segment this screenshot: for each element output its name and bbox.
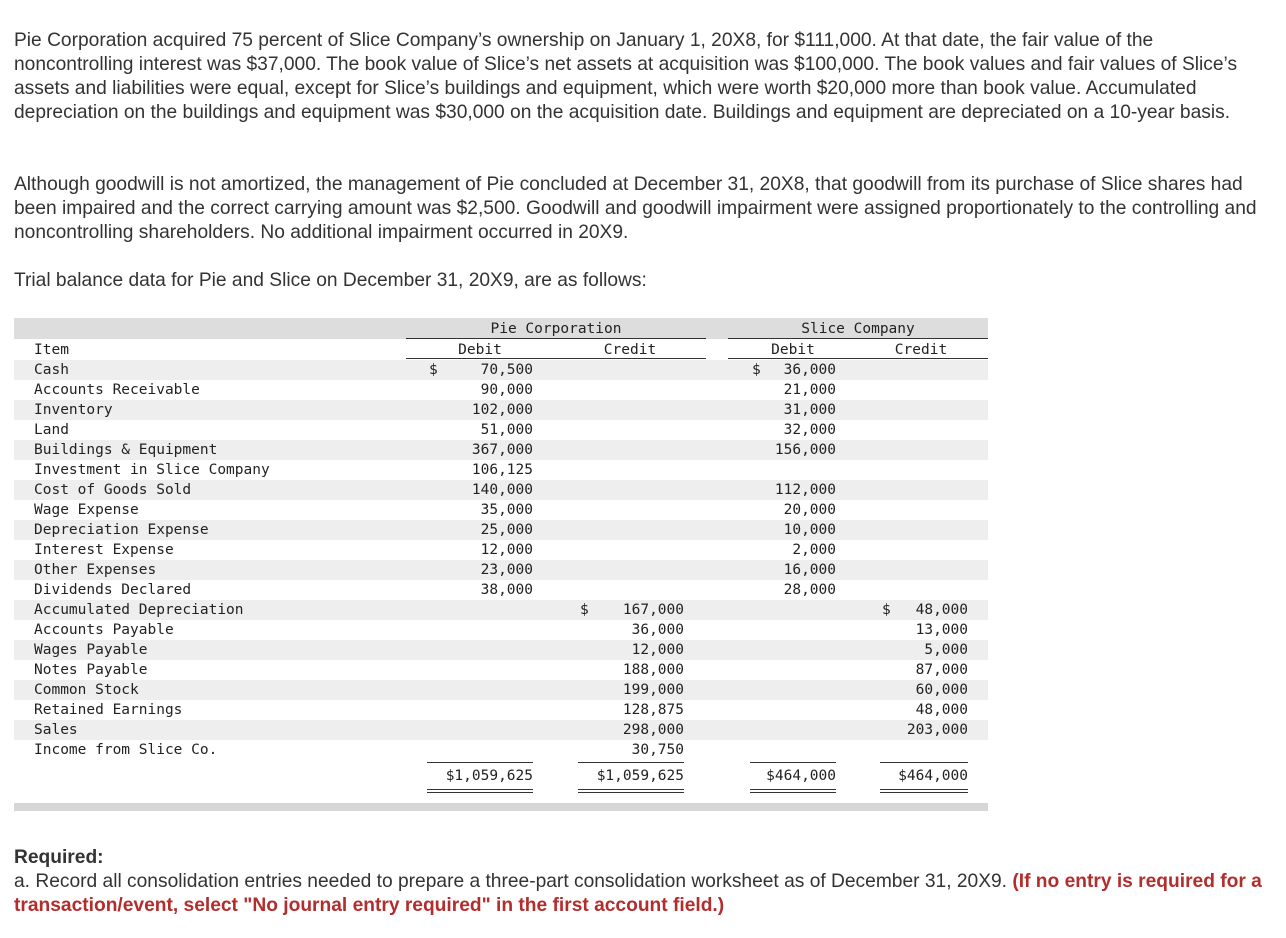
slice-debit-header: Debit (771, 342, 815, 358)
row-pie-debit-amount (427, 600, 533, 620)
intro-paragraph-1: Pie Corporation acquired 75 percent of Slice Company’s ownership on January 1, 20X8, for $111,000. At that date, the fair value of the noncontrolling interest was $37,000. The book value of Slice’s net assets at acquisition was $100,000. The book values and fair values of Slice’s assets and liabilities were equal, except for Slice’s buildings and equipment, which were worth $20,000 more than book value. Accumulated depreciation on the buildings and equipment was $30,000 on the acquisition date. Buildings and equipment are depreciated on a 10-year basis. (14, 30, 1238, 123)
row-slice-credit-amount: 5,000 (924, 642, 968, 658)
row-slice-debit-amount (750, 640, 836, 660)
row-item-label: Buildings & Equipment (34, 442, 218, 458)
row-slice-debit-amount: 2,000 (792, 542, 836, 558)
row-pie-credit-amount (578, 460, 684, 480)
row-pie-credit-amount (578, 520, 684, 540)
slice-company-header: Slice Company (801, 321, 915, 337)
row-slice-credit-amount: 48,000 (915, 602, 968, 618)
row-pie-credit-amount (578, 420, 684, 440)
row-pie-debit-amount (427, 620, 533, 640)
row-pie-credit-amount: 36,000 (631, 622, 684, 638)
row-item-label: Notes Payable (34, 662, 148, 678)
row-item-label: Investment in Slice Company (34, 462, 270, 478)
dollar-sign: $ (580, 602, 589, 618)
row-slice-credit-amount: 48,000 (915, 702, 968, 718)
row-item-label: Cost of Goods Sold (34, 482, 192, 498)
row-item-label: Interest Expense (34, 542, 174, 558)
row-item-label: Inventory (34, 402, 113, 418)
row-pie-debit-amount: 90,000 (480, 382, 533, 398)
intro-paragraph-3: Trial balance data for Pie and Slice on December 31, 20X9, are as follows: (14, 270, 647, 291)
row-slice-credit-amount: 13,000 (915, 622, 968, 638)
row-item-label: Accounts Payable (34, 622, 174, 638)
row-pie-debit-amount (427, 700, 533, 720)
pie-debit-double-rule (427, 789, 533, 793)
pie-credit-total-rule (578, 762, 684, 763)
row-slice-credit-amount (880, 560, 968, 580)
row-pie-debit-amount: 106,125 (471, 462, 533, 478)
row-pie-debit-amount: 25,000 (480, 522, 533, 538)
row-item-label: Other Expenses (34, 562, 157, 578)
row-item-label: Dividends Declared (34, 582, 192, 598)
item-column-header: Item (34, 342, 69, 358)
dollar-sign: $ (429, 362, 438, 378)
slice-subheader-underline (728, 358, 988, 359)
required-instruction (14, 870, 1266, 918)
row-item-label: Sales (34, 722, 78, 738)
row-slice-debit-amount (750, 700, 836, 720)
table-bottom-band (14, 803, 988, 811)
slice-credit-total-rule (880, 762, 968, 763)
intro-paragraph-2: Although goodwill is not amortized, the management of Pie concluded at December 31, 20X8, that goodwill from its purchase of Slice shares had been impaired and the correct carrying amount was $2,500. Goodwill and goodwill impairment were assigned proportionately to the controlling and noncontrolling shareholders. No additional impairment occurred in 20X9. (14, 174, 1257, 243)
row-slice-debit-amount: 31,000 (783, 402, 836, 418)
row-pie-debit-amount: 35,000 (480, 502, 533, 518)
slice-debit-total: $464,000 (766, 768, 836, 784)
row-item-label: Common Stock (34, 682, 139, 698)
row-slice-credit-amount: 203,000 (906, 722, 968, 738)
row-pie-credit-amount (578, 360, 684, 380)
row-pie-credit-amount (578, 480, 684, 500)
row-pie-debit-amount (427, 740, 533, 760)
row-slice-debit-amount (750, 460, 836, 480)
row-slice-credit-amount (880, 500, 968, 520)
row-item-label: Land (34, 422, 69, 438)
row-pie-debit-amount: 51,000 (480, 422, 533, 438)
row-pie-debit-amount: 12,000 (480, 542, 533, 558)
row-pie-credit-amount (578, 400, 684, 420)
row-pie-debit-amount (427, 720, 533, 740)
required-section (14, 846, 1266, 918)
row-slice-credit-amount: 87,000 (915, 662, 968, 678)
row-item-label: Retained Earnings (34, 702, 183, 718)
row-slice-credit-amount (880, 580, 968, 600)
row-slice-debit-amount: 112,000 (774, 482, 836, 498)
row-slice-debit-amount (750, 600, 836, 620)
row-slice-credit-amount (880, 400, 968, 420)
pie-corporation-header: Pie Corporation (490, 321, 622, 337)
row-slice-credit-amount (880, 520, 968, 540)
row-slice-debit-amount (750, 720, 836, 740)
row-pie-credit-amount: 30,750 (631, 742, 684, 758)
row-pie-credit-amount: 167,000 (622, 602, 684, 618)
dollar-sign: $ (882, 602, 891, 618)
pie-header-underline (406, 338, 706, 339)
row-pie-debit-amount: 38,000 (480, 582, 533, 598)
row-slice-debit-amount (750, 620, 836, 640)
row-pie-credit-amount: 188,000 (622, 662, 684, 678)
row-slice-credit-amount (880, 380, 968, 400)
row-pie-credit-amount (578, 580, 684, 600)
required-heading: Required: (14, 847, 104, 868)
row-slice-credit-amount (880, 420, 968, 440)
row-slice-debit-amount: 16,000 (783, 562, 836, 578)
row-pie-credit-amount (578, 540, 684, 560)
slice-debit-total-rule (750, 762, 836, 763)
slice-header-underline (728, 338, 988, 339)
row-item-label: Income from Slice Co. (34, 742, 218, 758)
row-slice-debit-amount: 21,000 (783, 382, 836, 398)
row-pie-debit-amount (427, 640, 533, 660)
row-pie-debit-amount: 140,000 (471, 482, 533, 498)
row-slice-credit-amount (880, 480, 968, 500)
row-pie-credit-amount: 12,000 (631, 642, 684, 658)
row-slice-credit-amount (880, 360, 968, 380)
row-item-label: Accounts Receivable (34, 382, 200, 398)
row-pie-credit-amount: 199,000 (622, 682, 684, 698)
pie-debit-total: $1,059,625 (445, 768, 533, 784)
slice-credit-total: $464,000 (898, 768, 968, 784)
pie-subheader-underline (406, 358, 706, 359)
row-slice-debit-amount: 10,000 (783, 522, 836, 538)
row-slice-debit-amount: 20,000 (783, 502, 836, 518)
row-pie-credit-amount (578, 380, 684, 400)
row-item-label: Wages Payable (34, 642, 148, 658)
row-item-label: Depreciation Expense (34, 522, 209, 538)
row-pie-debit-amount: 70,500 (480, 362, 533, 378)
pie-credit-header: Credit (603, 342, 657, 358)
row-item-label: Wage Expense (34, 502, 139, 518)
row-slice-debit-amount (750, 740, 836, 760)
row-pie-debit-amount (427, 660, 533, 680)
dollar-sign: $ (752, 362, 761, 378)
row-slice-credit-amount (880, 460, 968, 480)
row-slice-debit-amount: 28,000 (783, 582, 836, 598)
row-slice-credit-amount (880, 540, 968, 560)
pie-debit-total-rule (427, 762, 533, 763)
row-slice-debit-amount: 36,000 (783, 362, 836, 378)
row-slice-credit-amount: 60,000 (915, 682, 968, 698)
row-slice-credit-amount (880, 740, 968, 760)
pie-debit-header: Debit (458, 342, 502, 358)
slice-credit-double-rule (880, 789, 968, 793)
trial-balance-table (14, 318, 988, 811)
pie-credit-total: $1,059,625 (596, 768, 684, 784)
row-slice-credit-amount (880, 440, 968, 460)
row-slice-debit-amount: 32,000 (783, 422, 836, 438)
row-pie-credit-amount: 128,875 (622, 702, 684, 718)
row-pie-credit-amount (578, 500, 684, 520)
slice-debit-double-rule (750, 789, 836, 793)
required-text: a. Record all consolidation entries needed to prepare a three-part consolidation worksheet as of December 31, 20X9. (14, 871, 1008, 892)
row-slice-debit-amount: 156,000 (774, 442, 836, 458)
row-pie-credit-amount: 298,000 (622, 722, 684, 738)
required-note: (If no entry is required for a transaction/event, select "No journal entry required" in the first account field.) (14, 871, 1262, 916)
row-pie-debit-amount: 367,000 (471, 442, 533, 458)
pie-credit-double-rule (578, 789, 684, 793)
row-pie-debit-amount (427, 680, 533, 700)
row-pie-credit-amount (578, 440, 684, 460)
row-pie-debit-amount: 23,000 (480, 562, 533, 578)
row-item-label: Accumulated Depreciation (34, 602, 244, 618)
row-slice-debit-amount (750, 680, 836, 700)
row-pie-debit-amount: 102,000 (471, 402, 533, 418)
row-pie-credit-amount (578, 560, 684, 580)
row-slice-debit-amount (750, 660, 836, 680)
slice-credit-header: Credit (894, 342, 948, 358)
row-item-label: Cash (34, 362, 69, 378)
